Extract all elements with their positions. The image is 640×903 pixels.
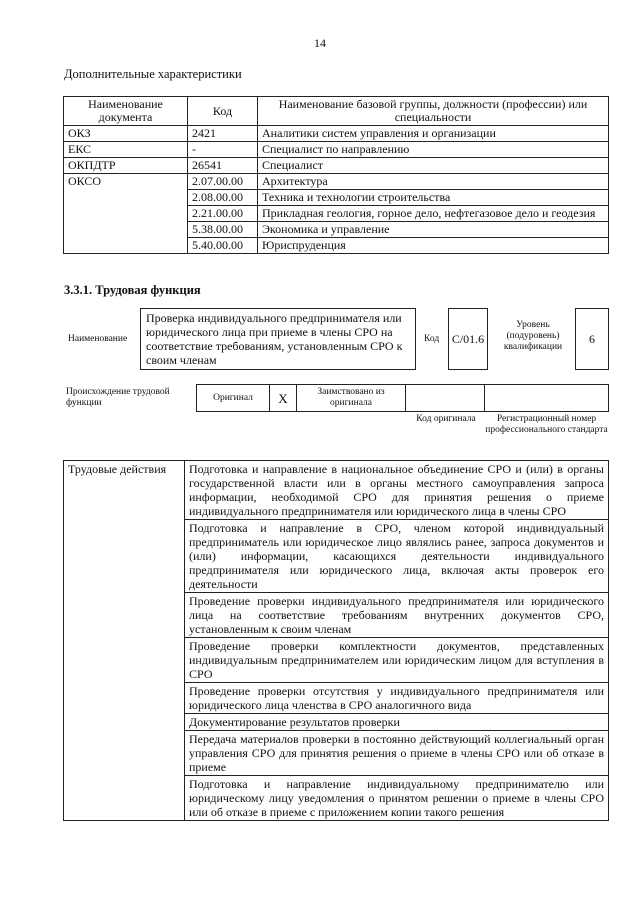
reg-number-label: Регистрационный номер профессионального стандарта <box>485 414 608 435</box>
name-cell: Специалист <box>258 158 609 174</box>
reg-number-box <box>484 384 609 412</box>
origin-row <box>0 384 640 454</box>
doc-cell <box>64 206 188 222</box>
name-label: Наименование <box>68 334 128 344</box>
table-row <box>64 158 609 174</box>
code-cell: 5.40.00.00 <box>188 238 258 254</box>
action-item: Подготовка и направление в СРО, членом которой индивидуальный предприниматель или юридическое лицо являлись ранее, запроса документов и (или) информации, касающихся деятельности индивидуального предпринимателя или юридического лица, включая акты проверок его деятельности <box>185 520 609 593</box>
origin-label: Происхождение трудовой функции <box>66 387 170 408</box>
code-label: Код <box>424 334 440 344</box>
table-row <box>64 461 609 520</box>
function-name: Проверка индивидуального предпринимателя или юридического лица при приеме в члены СРО на соответствие требованиям, установленным СРО к своим членам <box>140 308 416 370</box>
header-doc-name: Наименование документа <box>64 97 188 126</box>
characteristics-table <box>63 96 609 254</box>
action-item: Подготовка и направление индивидуальному предпринимателю или юридическому лицу уведомления о принятом решении о приеме в члены СРО или об отказе в приеме с приложением копии такого решения <box>185 776 609 821</box>
action-item: Проведение проверки индивидуального предпринимателя или юридического лица на соответствие требованиям внутренних документов СРО, установленным к своим членам <box>185 593 609 638</box>
code-cell: 2421 <box>188 126 258 142</box>
section-heading: Дополнительные характеристики <box>64 67 242 81</box>
doc-cell: ОКПДТР <box>64 158 188 174</box>
labor-actions-table <box>63 460 609 821</box>
name-cell: Экономика и управление <box>258 222 609 238</box>
action-item: Передача материалов проверки в постоянно действующий коллегиальный орган управления СРО для принятия решения о приеме в члены СРО или об отказе в приеме <box>185 731 609 776</box>
name-cell: Архитектура <box>258 174 609 190</box>
code-cell: - <box>188 142 258 158</box>
name-cell: Юриспруденция <box>258 238 609 254</box>
doc-cell <box>64 222 188 238</box>
level-label: Уровень (подуровень) квалификации <box>503 320 563 352</box>
table-header-row <box>64 97 609 126</box>
doc-cell <box>64 190 188 206</box>
code-original-label: Код оригинала <box>416 414 476 424</box>
code-cell: 2.08.00.00 <box>188 190 258 206</box>
table-row <box>64 190 609 206</box>
table-row <box>64 238 609 254</box>
name-cell: Аналитики систем управления и организации <box>258 126 609 142</box>
doc-cell <box>64 238 188 254</box>
name-cell: Прикладная геология, горное дело, нефтегазовое дело и геодезия <box>258 206 609 222</box>
original-label: Оригинал <box>196 384 270 412</box>
labor-function-row <box>0 308 640 372</box>
header-code: Код <box>188 97 258 126</box>
doc-cell: ЕКС <box>64 142 188 158</box>
doc-cell: ОКСО <box>64 174 188 190</box>
table-row <box>64 222 609 238</box>
function-code: С/01.6 <box>448 308 488 370</box>
name-cell: Специалист по направлению <box>258 142 609 158</box>
qualification-level: 6 <box>575 308 609 370</box>
borrowed-label: Заимствовано из оригинала <box>296 384 406 412</box>
table-row <box>64 126 609 142</box>
code-cell: 2.21.00.00 <box>188 206 258 222</box>
code-cell: 2.07.00.00 <box>188 174 258 190</box>
labor-actions-label: Трудовые действия <box>64 461 185 821</box>
action-item: Проведение проверки комплектности документов, представленных индивидуальным предпринимателем или юридическим лицом для вступления в СРО <box>185 638 609 683</box>
action-item: Подготовка и направление в национальное объединение СРО и (или) в органы государственной власти или в органы местного самоуправления запроса информации, необходимой СРО для принятия решения о приеме индивидуального предпринимателя или юридического лица в члены СРО <box>185 461 609 520</box>
table-row <box>64 174 609 190</box>
action-item: Документирование результатов проверки <box>185 714 609 731</box>
page-number: 14 <box>314 36 326 50</box>
table-row <box>64 142 609 158</box>
action-item: Проведение проверки отсутствия у индивидуального предпринимателя или юридического лица членства в СРО аналогичного вида <box>185 683 609 714</box>
code-original-box <box>405 384 485 412</box>
original-mark: X <box>269 384 297 412</box>
table-row <box>64 206 609 222</box>
header-group-name: Наименование базовой группы, должности (профессии) или специальности <box>258 97 609 126</box>
labor-function-heading: 3.3.1. Трудовая функция <box>64 283 201 297</box>
doc-cell: ОКЗ <box>64 126 188 142</box>
code-cell: 26541 <box>188 158 258 174</box>
name-cell: Техника и технологии строительства <box>258 190 609 206</box>
code-cell: 5.38.00.00 <box>188 222 258 238</box>
